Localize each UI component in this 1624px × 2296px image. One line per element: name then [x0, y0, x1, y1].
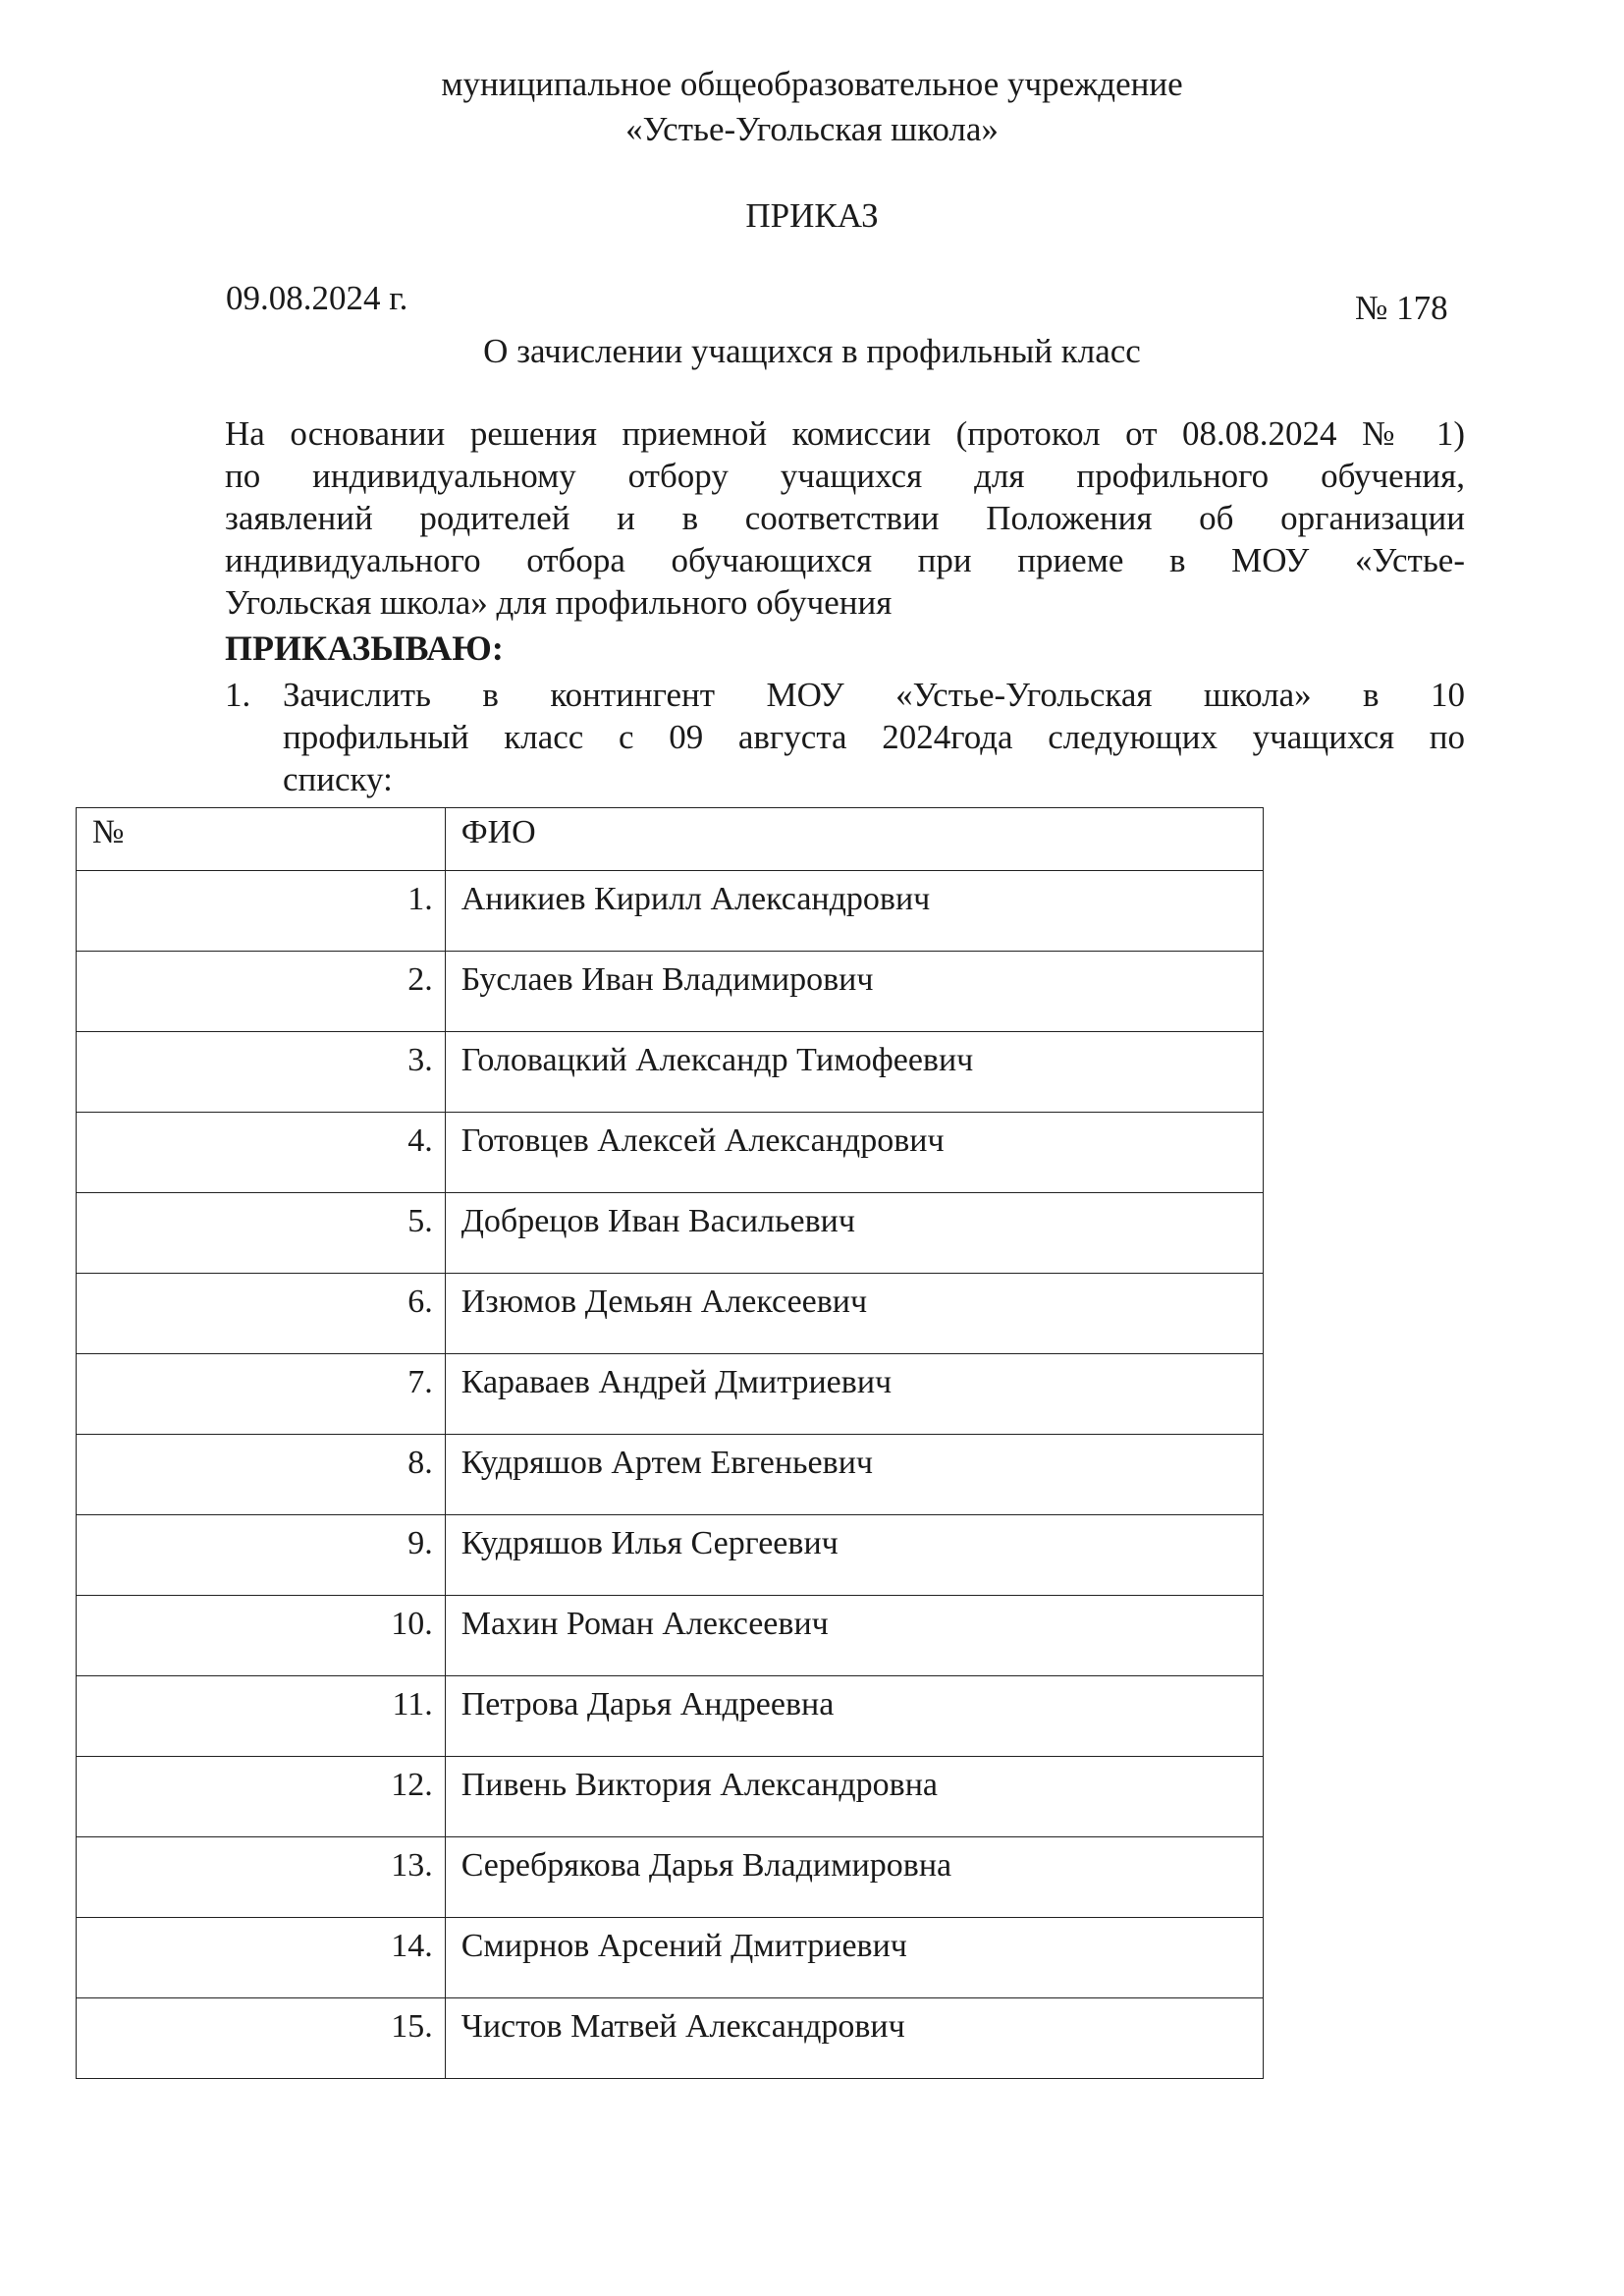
student-name: Кудряшов Илья Сергеевич [445, 1515, 1263, 1596]
order-item-line: списку: [283, 760, 393, 798]
student-name: Готовцев Алексей Александрович [445, 1113, 1263, 1193]
row-number: 8. [77, 1435, 446, 1515]
student-name: Добрецов Иван Васильевич [445, 1193, 1263, 1274]
basis-line: заявлений родителей и в соответствии Положения об организации [225, 499, 1465, 537]
student-name: Головацкий Александр Тимофеевич [445, 1032, 1263, 1113]
table-row [77, 871, 1264, 952]
order-item-number: 1. [225, 676, 251, 714]
table-row [77, 1998, 1264, 2079]
table-header-row [77, 808, 1264, 871]
table-row [77, 1918, 1264, 1998]
row-number: 14. [77, 1918, 446, 1998]
student-name: Петрова Дарья Андреевна [445, 1676, 1263, 1757]
row-number: 5. [77, 1193, 446, 1274]
basis-line: На основании решения приемной комиссии (протокол от 08.08.2024 № 1) [225, 414, 1465, 453]
basis-line: по индивидуальному отбору учащихся для профильного обучения, [225, 457, 1465, 495]
student-name: Махин Роман Алексеевич [445, 1596, 1263, 1676]
student-name: Караваев Андрей Дмитриевич [445, 1354, 1263, 1435]
row-number: 2. [77, 952, 446, 1032]
document-type-title: ПРИКАЗ [745, 196, 879, 235]
table-row [77, 1837, 1264, 1918]
order-item-text [283, 674, 1465, 800]
students-table [76, 807, 1264, 2079]
organization-name-line2: «Устье-Угольская школа» [625, 110, 999, 148]
student-name: Кудряшов Артем Евгеньевич [445, 1435, 1263, 1515]
column-header-name: ФИО [445, 808, 1263, 871]
row-number: 10. [77, 1596, 446, 1676]
table-row [77, 1515, 1264, 1596]
table-row [77, 1676, 1264, 1757]
table-row [77, 1113, 1264, 1193]
row-number: 3. [77, 1032, 446, 1113]
student-name: Буслаев Иван Владимирович [445, 952, 1263, 1032]
row-number: 13. [77, 1837, 446, 1918]
table-row [77, 1757, 1264, 1837]
table-row [77, 1435, 1264, 1515]
student-name: Серебрякова Дарья Владимировна [445, 1837, 1263, 1918]
row-number: 12. [77, 1757, 446, 1837]
row-number: 6. [77, 1274, 446, 1354]
document-date: 09.08.2024 г. [226, 279, 408, 317]
table-row [77, 1193, 1264, 1274]
row-number: 4. [77, 1113, 446, 1193]
student-name: Аникиев Кирилл Александрович [445, 871, 1263, 952]
order-heading: ПРИКАЗЫВАЮ: [225, 629, 504, 668]
table-row [77, 952, 1264, 1032]
row-number: 9. [77, 1515, 446, 1596]
document-subject: О зачислении учащихся в профильный класс [483, 332, 1141, 370]
basis-paragraph [225, 412, 1465, 624]
table-row [77, 1032, 1264, 1113]
table-row [77, 1274, 1264, 1354]
students-table-body [77, 808, 1264, 2079]
basis-line: индивидуального отбора обучающихся при приеме в МОУ «Устье- [225, 541, 1465, 579]
student-name: Пивень Виктория Александровна [445, 1757, 1263, 1837]
row-number: 7. [77, 1354, 446, 1435]
student-name: Изюмов Демьян Алексеевич [445, 1274, 1263, 1354]
column-header-number: № [77, 808, 446, 871]
order-item-line: профильный класс с 09 августа 2024года следующих учащихся по [283, 718, 1465, 756]
table-row [77, 1354, 1264, 1435]
organization-name-line1: муниципальное общеобразовательное учреждение [441, 65, 1183, 103]
basis-line: Угольская школа» для профильного обучения [225, 583, 893, 622]
student-name: Смирнов Арсений Дмитриевич [445, 1918, 1263, 1998]
row-number: 15. [77, 1998, 446, 2079]
table-row [77, 1596, 1264, 1676]
order-item-line: Зачислить в контингент МОУ «Устье-Угольская школа» в 10 [283, 676, 1465, 714]
student-name: Чистов Матвей Александрович [445, 1998, 1263, 2079]
row-number: 1. [77, 871, 446, 952]
row-number: 11. [77, 1676, 446, 1757]
document-number: № 178 [1355, 289, 1448, 327]
